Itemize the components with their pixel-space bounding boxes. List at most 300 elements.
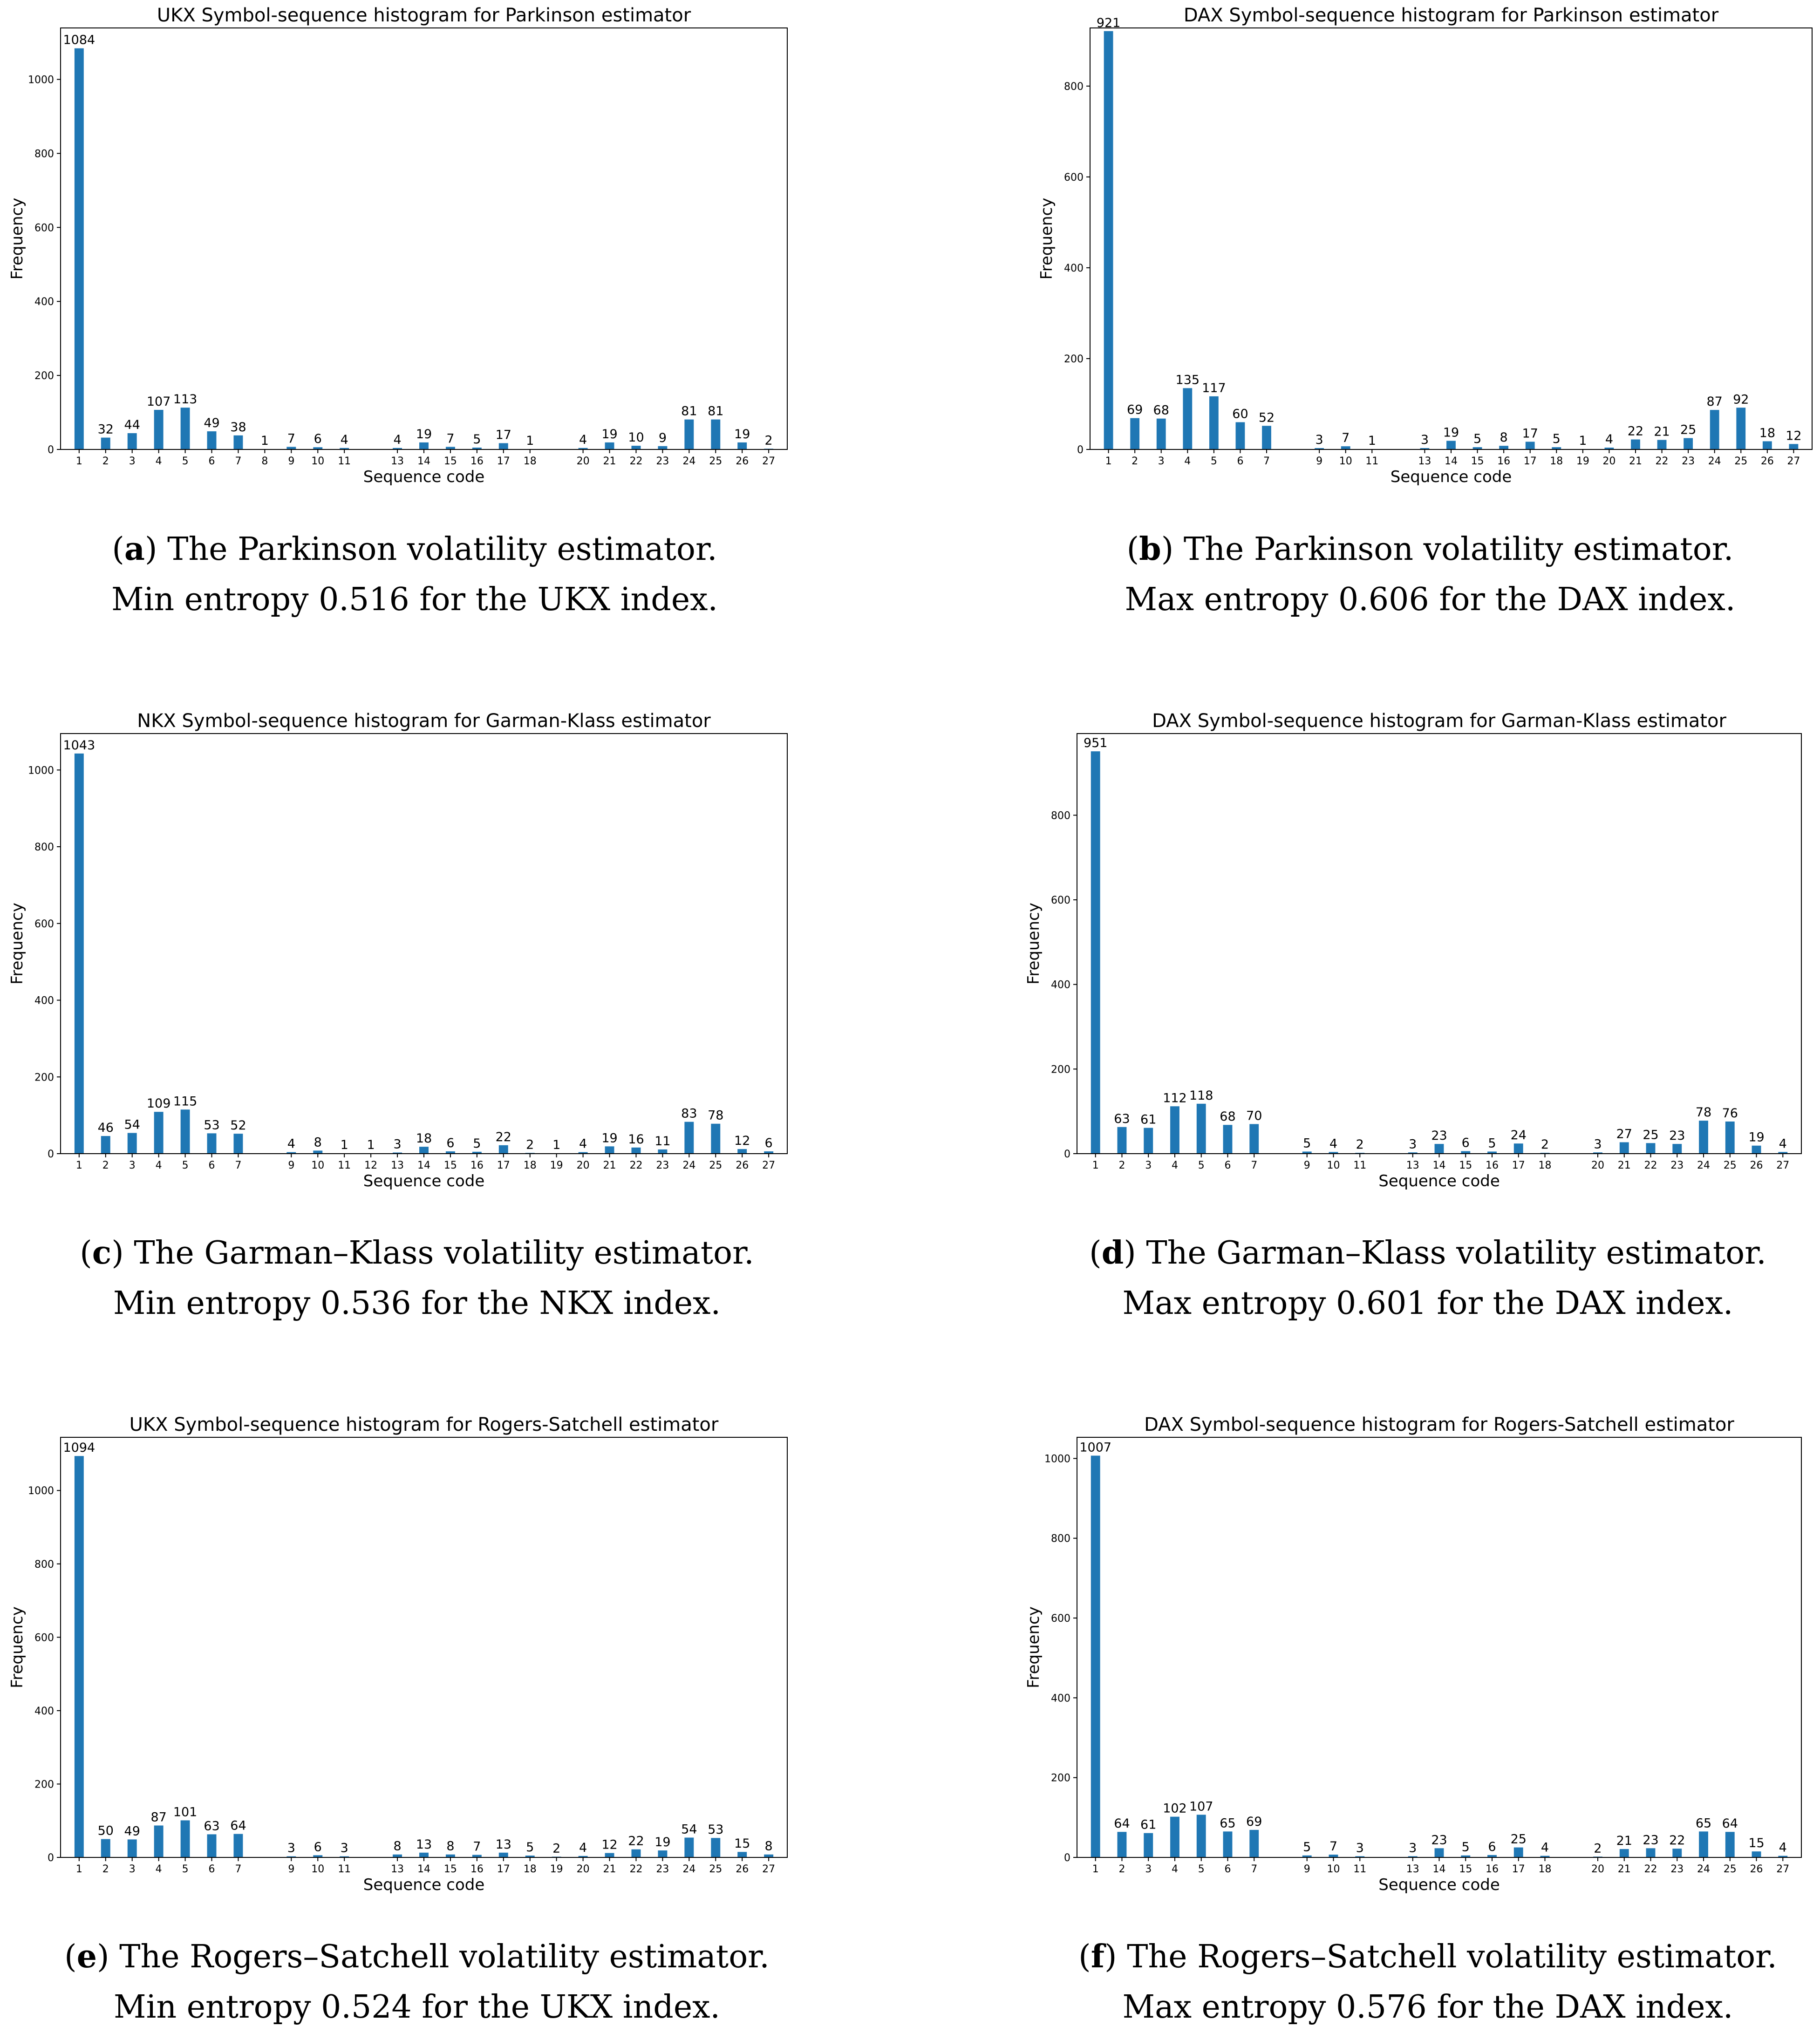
chart2-data-label-7: 52	[230, 1118, 246, 1133]
chart2-xtick-label-10: 10	[311, 1160, 325, 1171]
chart1-data-label-18: 5	[1552, 432, 1561, 447]
chart2-data-label-17: 22	[495, 1129, 511, 1144]
chart3-data-label-18: 2	[1541, 1137, 1549, 1152]
chart0-data-label-22: 10	[628, 430, 644, 445]
chart0-xtick-label-3: 3	[129, 456, 136, 467]
chart1-xtick-label-17: 17	[1523, 456, 1537, 467]
caption-f: (f) The Rogers–Satchell volatility estimator. Max entropy 0.576 for the DAX index.	[1078, 1938, 1777, 2026]
chart1-xtick-label-6: 6	[1237, 456, 1244, 467]
chart5-ytick-label-600: 600	[1051, 1613, 1070, 1625]
chart0-data-label-10: 6	[314, 432, 322, 447]
chart1-ytick-label-400: 400	[1064, 262, 1084, 274]
chart4-xtick-label-21: 21	[603, 1863, 616, 1875]
caption-a: (a) The Parkinson volatility estimator. Min entropy 0.516 for the UKX index.	[111, 530, 718, 618]
chart4-data-label-7: 64	[230, 1818, 246, 1833]
chart3-x-axis-label: Sequence code	[1378, 1172, 1500, 1190]
chart4-xtick-label-17: 17	[497, 1863, 510, 1875]
chart1-xtick-label-19: 19	[1576, 456, 1589, 467]
chart5-data-label-4: 102	[1163, 1801, 1187, 1816]
chart1-ytick-label-0: 0	[1077, 444, 1084, 456]
chart4-data-label-15: 8	[446, 1839, 455, 1854]
chart4-xtick-label-27: 27	[762, 1863, 776, 1875]
chart3-xtick-label-22: 22	[1644, 1160, 1657, 1171]
chart4-data-label-3: 49	[124, 1824, 140, 1839]
chart0-ytick-label-0: 0	[48, 444, 54, 456]
chart2-data-label-11: 1	[340, 1138, 348, 1153]
chart3-ytick-label-0: 0	[1064, 1149, 1070, 1160]
chart5-data-label-24: 65	[1695, 1816, 1712, 1831]
chart1-data-label-22: 21	[1654, 424, 1670, 439]
chart2-data-label-18: 2	[526, 1137, 534, 1152]
chart0-data-label-1: 1084	[63, 33, 95, 48]
chart5-xtick-label-25: 25	[1723, 1863, 1737, 1875]
chart4-data-label-11: 3	[340, 1841, 348, 1856]
chart2-data-label-10: 8	[314, 1135, 322, 1150]
chart3-xtick-label-26: 26	[1750, 1160, 1763, 1171]
chart1-data-label-21: 22	[1627, 424, 1644, 439]
chart5-xtick-label-1: 1	[1092, 1863, 1099, 1875]
chart0-xtick-label-13: 13	[391, 456, 404, 467]
chart1-xtick-label-26: 26	[1760, 456, 1774, 467]
chart1-xtick-label-4: 4	[1184, 456, 1191, 467]
chart2-xtick-label-16: 16	[470, 1160, 484, 1171]
chart5-bar-21	[1620, 1849, 1629, 1857]
chart3-data-label-16: 5	[1488, 1136, 1496, 1151]
chart3-xtick-label-7: 7	[1251, 1160, 1258, 1171]
chart3-data-label-15: 6	[1461, 1135, 1470, 1150]
chart0-data-label-5: 113	[173, 392, 198, 407]
chart1-y-axis-label: Frequency	[1037, 197, 1056, 280]
chart2-ytick-label-800: 800	[34, 842, 54, 854]
chart5-xtick-label-22: 22	[1644, 1863, 1657, 1875]
chart0-xtick-label-11: 11	[338, 456, 351, 467]
chart4-data-label-27: 8	[764, 1839, 773, 1854]
chart5-ytick-label-0: 0	[1064, 1852, 1070, 1864]
chart0-xtick-label-16: 16	[470, 456, 484, 467]
chart5-xtick-label-26: 26	[1750, 1863, 1763, 1875]
chart5-bar-7	[1249, 1830, 1259, 1857]
chart3-data-label-2: 63	[1114, 1111, 1130, 1126]
chart3-xtick-label-16: 16	[1486, 1160, 1499, 1171]
chart4-data-label-13: 8	[393, 1839, 402, 1854]
chart0-xtick-label-25: 25	[709, 456, 723, 467]
chart5-bar-6	[1223, 1831, 1233, 1857]
chart2-data-label-15: 6	[446, 1136, 455, 1151]
chart4-xtick-label-23: 23	[656, 1863, 669, 1875]
chart0-data-label-17: 17	[495, 428, 511, 442]
chart0-data-label-4: 107	[146, 394, 171, 409]
chart3-xtick-label-13: 13	[1406, 1160, 1419, 1171]
caption-c: (c) The Garman–Klass volatility estimator. Min entropy 0.536 for the NKX index.	[80, 1234, 754, 1322]
chart4-xtick-label-24: 24	[682, 1863, 696, 1875]
chart0-xtick-label-24: 24	[682, 456, 696, 467]
chart3-xtick-label-4: 4	[1171, 1160, 1178, 1171]
chart1-data-label-13: 3	[1420, 433, 1429, 448]
chart4-ytick-label-0: 0	[48, 1852, 54, 1864]
chart5-bar-25	[1725, 1832, 1735, 1857]
chart3-xtick-label-21: 21	[1617, 1160, 1631, 1171]
chart3-xtick-label-3: 3	[1145, 1160, 1152, 1171]
chart5-xtick-label-5: 5	[1198, 1863, 1205, 1875]
chart4-xtick-label-10: 10	[311, 1863, 325, 1875]
chart2-xtick-label-1: 1	[75, 1160, 82, 1171]
chart3-xtick-label-5: 5	[1198, 1160, 1205, 1171]
chart3-data-label-23: 23	[1669, 1129, 1685, 1143]
caption-d: (d) The Garman–Klass volatility estimator. Max entropy 0.601 for the DAX index.	[1089, 1234, 1766, 1322]
chart0-xtick-label-20: 20	[576, 456, 590, 467]
chart2-xtick-label-19: 19	[550, 1160, 563, 1171]
chart4-xtick-label-15: 15	[443, 1863, 457, 1875]
chart5-xtick-label-11: 11	[1353, 1863, 1367, 1875]
chart2-data-label-24: 83	[681, 1106, 697, 1121]
chart5-xtick-label-27: 27	[1776, 1863, 1790, 1875]
chart5-xtick-label-2: 2	[1118, 1863, 1125, 1875]
chart1-data-label-5: 117	[1202, 381, 1226, 395]
chart0-title: UKX Symbol-sequence histogram for Parkinson estimator	[157, 5, 691, 26]
chart5-xtick-label-17: 17	[1512, 1863, 1525, 1875]
chart3-data-label-10: 4	[1329, 1136, 1338, 1151]
chart0-data-label-23: 9	[658, 430, 667, 445]
chart5-data-label-13: 3	[1409, 1841, 1417, 1856]
chart3-xtick-label-9: 9	[1303, 1160, 1310, 1171]
chart5-data-label-6: 65	[1220, 1816, 1236, 1831]
chart2-y-axis-label: Frequency	[8, 903, 27, 985]
chart3-xtick-label-24: 24	[1697, 1160, 1711, 1171]
chart3-data-label-13: 3	[1409, 1137, 1417, 1152]
chart3-xtick-label-14: 14	[1432, 1160, 1446, 1171]
chart5-xtick-label-24: 24	[1697, 1863, 1711, 1875]
chart4-data-label-6: 63	[204, 1819, 220, 1834]
chart2-ytick-label-200: 200	[34, 1072, 54, 1084]
chart5-data-label-16: 6	[1488, 1839, 1496, 1854]
chart1-data-label-20: 4	[1605, 432, 1614, 447]
chart4-data-label-25: 53	[708, 1822, 724, 1837]
chart2-xtick-label-23: 23	[656, 1160, 669, 1171]
chart1-data-label-17: 17	[1522, 426, 1538, 441]
chart0-ytick-label-1000: 1000	[28, 74, 54, 86]
chart1-xtick-label-13: 13	[1418, 456, 1431, 467]
chart3-title: DAX Symbol-sequence histogram for Garman-Klass estimator	[1152, 710, 1726, 732]
chart5-xtick-label-14: 14	[1432, 1863, 1446, 1875]
chart4-xtick-label-2: 2	[102, 1863, 109, 1875]
chart0-ytick-label-400: 400	[34, 296, 54, 308]
chart5-bar-23	[1672, 1849, 1682, 1857]
chart3-data-label-11: 2	[1356, 1137, 1364, 1152]
chart0-data-label-7: 38	[230, 420, 246, 435]
chart5-data-label-11: 3	[1356, 1841, 1364, 1856]
chart1-xtick-label-22: 22	[1655, 456, 1669, 467]
chart4-data-label-19: 2	[552, 1841, 561, 1856]
chart5-data-label-22: 23	[1643, 1833, 1659, 1848]
chart0-data-label-16: 5	[473, 432, 481, 447]
chart0-data-label-14: 19	[416, 427, 432, 442]
chart5-xtick-label-13: 13	[1406, 1863, 1419, 1875]
chart3-ytick-label-200: 200	[1051, 1064, 1070, 1076]
chart4-xtick-label-6: 6	[208, 1863, 215, 1875]
chart1-ytick-label-200: 200	[1064, 353, 1084, 365]
chart1-data-label-4: 135	[1175, 373, 1200, 388]
chart1-data-label-26: 18	[1759, 426, 1776, 441]
chart5-bar-4	[1170, 1817, 1179, 1857]
chart5-data-label-1: 1007	[1079, 1440, 1112, 1455]
chart2-data-label-1: 1043	[63, 738, 95, 753]
chart2-data-label-23: 11	[654, 1134, 671, 1149]
chart3-data-label-17: 24	[1510, 1128, 1527, 1143]
chart3-y-axis-label: Frequency	[1024, 903, 1043, 985]
chart0-data-label-20: 4	[579, 432, 587, 447]
chart2-xtick-label-7: 7	[235, 1160, 242, 1171]
chart4-data-label-9: 3	[287, 1841, 295, 1856]
chart5-xtick-label-21: 21	[1617, 1863, 1631, 1875]
chart2-ytick-label-1000: 1000	[28, 765, 54, 777]
chart2-data-label-2: 46	[97, 1121, 114, 1135]
chart5-data-label-17: 25	[1510, 1832, 1527, 1847]
chart5-data-label-5: 107	[1189, 1799, 1213, 1814]
chart4-data-label-16: 7	[473, 1839, 481, 1854]
chart4-data-label-14: 13	[416, 1837, 432, 1852]
chart2-data-label-3: 54	[124, 1117, 140, 1132]
chart3-xtick-label-27: 27	[1776, 1160, 1790, 1171]
chart1-xtick-label-24: 24	[1708, 456, 1721, 467]
chart3-data-label-1: 951	[1083, 736, 1108, 751]
chart2-xtick-label-6: 6	[208, 1160, 215, 1171]
chart1-xtick-label-14: 14	[1445, 456, 1458, 467]
chart2-x-axis-label: Sequence code	[363, 1172, 485, 1190]
chart5-bar-14	[1435, 1848, 1444, 1857]
chart1-xtick-label-11: 11	[1365, 456, 1379, 467]
chart2-data-label-14: 18	[416, 1131, 432, 1146]
chart3-data-label-14: 23	[1431, 1129, 1447, 1143]
chart5-xtick-label-15: 15	[1459, 1863, 1472, 1875]
chart4-xtick-label-22: 22	[629, 1863, 643, 1875]
chart2-xtick-label-11: 11	[338, 1160, 351, 1171]
chart5-ytick-label-400: 400	[1051, 1693, 1070, 1705]
chart2-xtick-label-9: 9	[288, 1160, 295, 1171]
chart1-data-label-2: 69	[1126, 402, 1143, 417]
chart4-xtick-label-11: 11	[338, 1863, 351, 1875]
chart5-xtick-label-9: 9	[1303, 1863, 1310, 1875]
chart3-data-label-6: 68	[1220, 1109, 1236, 1124]
chart4-xtick-label-25: 25	[709, 1863, 723, 1875]
chart4-data-label-17: 13	[495, 1837, 511, 1852]
chart1-xtick-label-25: 25	[1734, 456, 1748, 467]
chart4-title: UKX Symbol-sequence histogram for Rogers-Satchell estimator	[129, 1414, 719, 1435]
chart5-title: DAX Symbol-sequence histogram for Rogers-Satchell estimator	[1144, 1414, 1734, 1435]
chart5-data-label-9: 5	[1303, 1840, 1311, 1855]
chart1-xtick-label-18: 18	[1550, 456, 1563, 467]
chart5-bar-26	[1752, 1851, 1761, 1857]
chart4-data-label-1: 1094	[63, 1441, 95, 1455]
chart4-ytick-label-200: 200	[34, 1779, 54, 1791]
chart4-data-label-10: 6	[314, 1840, 322, 1855]
chart4-data-label-26: 15	[734, 1836, 750, 1851]
chart4-xtick-label-19: 19	[550, 1863, 563, 1875]
chart2-xtick-label-25: 25	[709, 1160, 723, 1171]
chart4-xtick-label-3: 3	[129, 1863, 136, 1875]
chart0-data-label-8: 1	[260, 434, 269, 449]
chart3-xtick-label-10: 10	[1327, 1160, 1340, 1171]
chart3-data-label-3: 61	[1140, 1112, 1157, 1127]
chart2-xtick-label-18: 18	[523, 1160, 537, 1171]
chart4-xtick-label-14: 14	[417, 1863, 430, 1875]
chart3-data-label-22: 25	[1643, 1128, 1659, 1142]
chart5-data-label-21: 21	[1616, 1834, 1632, 1849]
chart0-data-label-26: 19	[734, 427, 750, 442]
chart1-data-label-7: 52	[1258, 410, 1275, 425]
chart2-xtick-label-5: 5	[182, 1160, 189, 1171]
chart1-xtick-label-7: 7	[1263, 456, 1270, 467]
chart5-bar-17	[1514, 1848, 1523, 1857]
chart0-xtick-label-27: 27	[762, 456, 776, 467]
chart4-ytick-label-1000: 1000	[28, 1485, 54, 1497]
chart1-data-label-16: 8	[1500, 430, 1508, 445]
chart2-xtick-label-4: 4	[155, 1160, 162, 1171]
chart5-data-label-7: 69	[1246, 1814, 1262, 1829]
chart5-x-axis-label: Sequence code	[1378, 1876, 1500, 1894]
chart5-ytick-label-200: 200	[1051, 1772, 1070, 1784]
chart1-data-label-24: 87	[1706, 394, 1723, 409]
chart0-xtick-label-4: 4	[155, 456, 162, 467]
chart2-data-label-25: 78	[708, 1108, 724, 1123]
chart3-ytick-label-400: 400	[1051, 979, 1070, 991]
chart4-ytick-label-400: 400	[34, 1705, 54, 1717]
chart0-xtick-label-7: 7	[235, 456, 242, 467]
chart0-xtick-label-17: 17	[497, 456, 510, 467]
chart4-xtick-label-5: 5	[182, 1863, 189, 1875]
chart1-data-label-9: 3	[1315, 433, 1323, 448]
chart0-data-label-9: 7	[287, 431, 295, 446]
chart3-xtick-label-23: 23	[1670, 1160, 1684, 1171]
chart4-ytick-label-800: 800	[34, 1558, 54, 1571]
chart5-ytick-label-1000: 1000	[1044, 1453, 1070, 1465]
chart3-data-label-20: 3	[1594, 1137, 1602, 1152]
chart1-xtick-label-5: 5	[1210, 456, 1217, 467]
chart5-data-label-3: 61	[1140, 1817, 1157, 1832]
chart2-xtick-label-27: 27	[762, 1160, 776, 1171]
chart3-data-label-25: 76	[1722, 1106, 1738, 1121]
chart3-xtick-label-11: 11	[1353, 1160, 1367, 1171]
chart1-xtick-label-27: 27	[1787, 456, 1800, 467]
chart4-data-label-18: 5	[526, 1840, 534, 1855]
chart1-data-label-27: 12	[1786, 428, 1802, 443]
chart3-data-label-27: 4	[1779, 1136, 1787, 1151]
chart1-xtick-label-21: 21	[1629, 456, 1642, 467]
chart1-xtick-label-20: 20	[1602, 456, 1616, 467]
chart3-xtick-label-18: 18	[1538, 1160, 1552, 1171]
chart1-xtick-label-23: 23	[1682, 456, 1695, 467]
chart3-ytick-label-800: 800	[1051, 810, 1070, 822]
chart1-title: DAX Symbol-sequence histogram for Parkinson estimator	[1183, 5, 1719, 26]
chart5-bar-22	[1646, 1848, 1656, 1857]
chart1-xtick-label-15: 15	[1471, 456, 1484, 467]
chart5-xtick-label-18: 18	[1538, 1863, 1552, 1875]
chart2-data-label-9: 4	[287, 1136, 295, 1151]
chart5-data-label-18: 4	[1541, 1840, 1549, 1855]
chart1-data-label-14: 19	[1443, 425, 1459, 440]
chart0-xtick-label-9: 9	[288, 456, 295, 467]
chart5-ytick-label-800: 800	[1051, 1533, 1070, 1545]
chart3-ytick-label-600: 600	[1051, 894, 1070, 906]
chart1-data-label-10: 7	[1342, 431, 1350, 446]
chart2-ytick-label-600: 600	[34, 918, 54, 930]
chart2-data-label-27: 6	[764, 1136, 773, 1151]
chart5-data-label-14: 23	[1431, 1833, 1447, 1848]
chart5-bar-24	[1699, 1831, 1708, 1857]
chart5-data-label-27: 4	[1779, 1840, 1787, 1855]
chart2-data-label-20: 4	[579, 1136, 587, 1151]
chart1-ytick-label-600: 600	[1064, 171, 1084, 184]
chart4-x-axis-label: Sequence code	[363, 1876, 485, 1894]
chart2-title: NKX Symbol-sequence histogram for Garman-Klass estimator	[137, 710, 711, 732]
chart0-y-axis-label: Frequency	[8, 197, 27, 280]
chart3-data-label-4: 112	[1163, 1091, 1187, 1106]
chart3-data-label-26: 19	[1748, 1130, 1765, 1145]
chart0-xtick-label-22: 22	[629, 456, 643, 467]
chart1-xtick-label-10: 10	[1339, 456, 1352, 467]
chart3-xtick-label-17: 17	[1512, 1160, 1525, 1171]
chart0-xtick-label-6: 6	[208, 456, 215, 467]
chart3-data-label-24: 78	[1695, 1105, 1712, 1120]
chart5-xtick-label-16: 16	[1486, 1863, 1499, 1875]
chart0-xtick-label-14: 14	[417, 456, 430, 467]
chart1-xtick-label-1: 1	[1105, 456, 1112, 467]
chart1-data-label-19: 1	[1579, 434, 1587, 449]
chart4-y-axis-label: Frequency	[8, 1606, 27, 1688]
chart0-data-label-13: 4	[393, 432, 402, 447]
chart5-bar-3	[1144, 1833, 1153, 1857]
chart0-xtick-label-21: 21	[603, 456, 616, 467]
chart2-data-label-19: 1	[552, 1138, 561, 1153]
chart5-xtick-label-6: 6	[1224, 1863, 1231, 1875]
chart1-x-axis-label: Sequence code	[1390, 468, 1512, 486]
chart5-data-label-10: 7	[1329, 1839, 1338, 1854]
chart1-xtick-label-16: 16	[1497, 456, 1511, 467]
chart5-data-label-25: 64	[1722, 1816, 1738, 1831]
chart4-data-label-4: 87	[150, 1810, 167, 1825]
chart2-xtick-label-21: 21	[603, 1160, 616, 1171]
chart3-data-label-7: 70	[1246, 1108, 1262, 1123]
chart4-xtick-label-1: 1	[75, 1863, 82, 1875]
chart3-xtick-label-25: 25	[1723, 1160, 1737, 1171]
chart0-data-label-27: 2	[764, 433, 773, 448]
chart5-xtick-label-3: 3	[1145, 1863, 1152, 1875]
chart3-xtick-label-15: 15	[1459, 1160, 1472, 1171]
chart2-xtick-label-2: 2	[102, 1160, 109, 1171]
chart4-data-label-20: 4	[579, 1840, 587, 1855]
chart5-xtick-label-23: 23	[1670, 1863, 1684, 1875]
chart1-data-label-11: 1	[1368, 434, 1376, 449]
chart4-xtick-label-20: 20	[576, 1863, 590, 1875]
chart1-data-label-3: 68	[1153, 403, 1169, 418]
chart4-data-label-21: 12	[601, 1837, 618, 1852]
chart2-data-label-21: 19	[601, 1131, 618, 1146]
chart5-y-axis-label: Frequency	[1024, 1606, 1043, 1688]
chart2-xtick-label-12: 12	[364, 1160, 378, 1171]
chart0-ytick-label-800: 800	[34, 148, 54, 160]
chart5-xtick-label-7: 7	[1251, 1863, 1258, 1875]
chart5-data-label-26: 15	[1748, 1836, 1765, 1851]
chart2-xtick-label-20: 20	[576, 1160, 590, 1171]
chart4-xtick-label-4: 4	[155, 1863, 162, 1875]
chart3-xtick-label-6: 6	[1224, 1160, 1231, 1171]
chart1-xtick-label-3: 3	[1158, 456, 1165, 467]
chart2-xtick-label-22: 22	[629, 1160, 643, 1171]
chart2-xtick-label-17: 17	[497, 1160, 510, 1171]
chart3-xtick-label-1: 1	[1092, 1160, 1099, 1171]
chart0-xtick-label-26: 26	[736, 456, 749, 467]
chart1-data-label-25: 92	[1733, 392, 1749, 407]
chart2-ytick-label-0: 0	[48, 1149, 54, 1160]
